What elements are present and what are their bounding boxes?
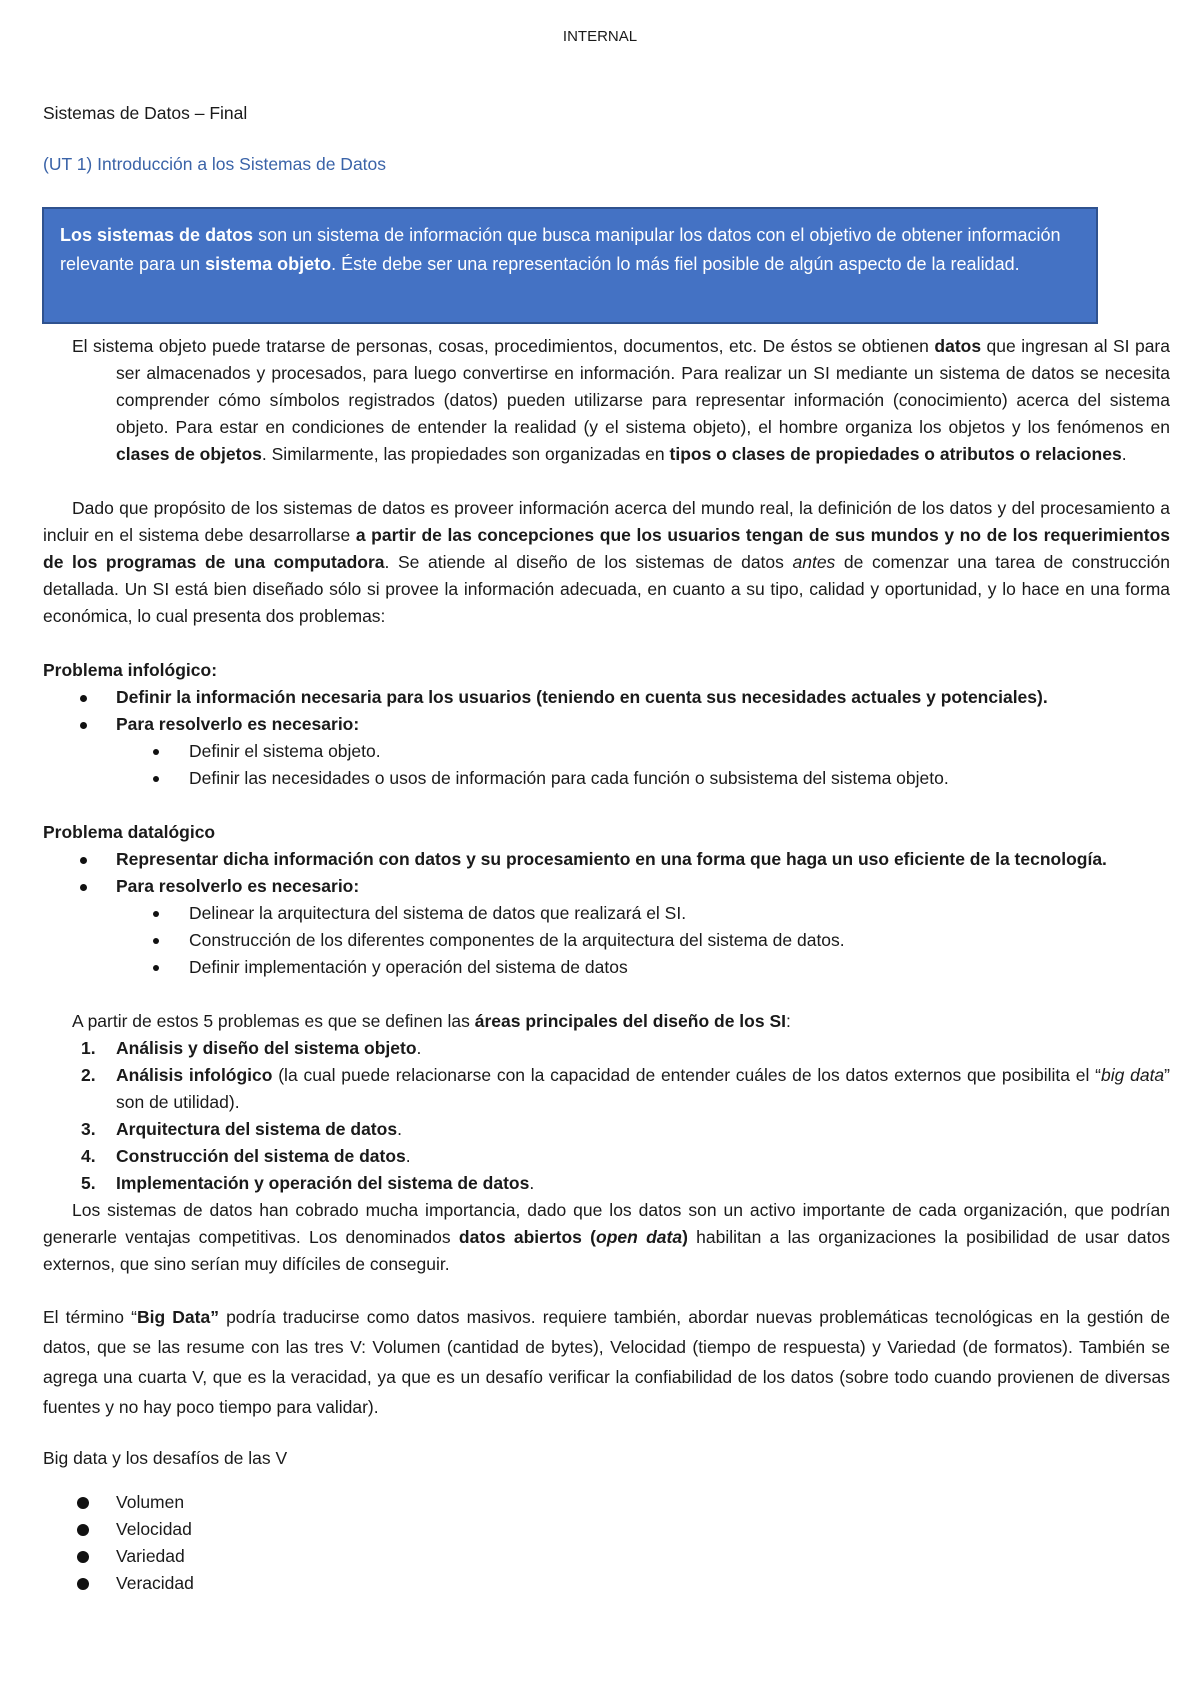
area-number: 3.	[81, 1119, 96, 1139]
p1-text-c: que ingresan al SI para ser almacenados y procesados, para luego convertirse en información. Para realizar un SI mediante un sistema de datos se necesita comprender cómo símbolos registrados (datos) pueden utilizarse para representar información (conocimiento) acerca del sistema objeto. Para estar en condiciones de entender la realidad (y el sistema objeto), el hombre organiza los objetos y los fenómenos en	[116, 336, 1170, 437]
area-end: .	[416, 1038, 422, 1058]
bullet-icon	[73, 711, 93, 738]
p1-bold-datos: datos	[934, 336, 982, 356]
p3-bold-italic: open data	[596, 1227, 683, 1247]
callout-text-1: son un sistema de información que busca manipular los datos con el objetivo de obtener información relevante para un	[60, 225, 1061, 274]
document-title: Sistemas de Datos – Final	[43, 103, 248, 123]
area-number: 5.	[81, 1173, 96, 1193]
p2-text-d: de comenzar una tarea de construcción detallada. Un SI está bien diseñado sólo si provee la información adecuada, en cuanto a su tipo, calidad y oportunidad, y lo hace en una forma económica, lo cual presenta dos problemas:	[43, 552, 1170, 626]
callout-bold-term-2: sistema objeto	[205, 254, 332, 274]
area-label: Construcción del sistema de datos	[116, 1146, 406, 1166]
area-label: Análisis y diseño del sistema objeto	[116, 1038, 417, 1058]
bullet-icon	[146, 765, 166, 792]
area-end: .	[397, 1119, 402, 1139]
vs-title: Big data y los desafíos de las V	[43, 1448, 288, 1468]
document-page: INTERNAL Sistemas de Datos – Final (UT 1) Introducción a los Sistemas de Datos Los sistemas de datos son un sistema de información que busca manipular los datos con el objetivo de obtener información relevante para un sistema objeto. Éste debe ser una representación lo más fiel posible de algún aspecto de la realidad. El sistema objeto puede tratarse de personas, cosas, procedimientos, documentos, etc. De éstos se obtienen datos que ingresan al SI para ser almacenados y procesados, para luego convertirse en información. Para realizar un SI mediante un sistema de datos se necesita comprender cómo símbolos registrados (datos) pueden utilizarse para representar información (conocimiento) acerca del sistema objeto. Para estar en condiciones de entender la realidad (y el sistema objeto), el hombre organiza los objetos y los fenómenos en clases de objetos. Similarmente, las propiedades son organizadas en tipos o clases de propiedades o atributos o relaciones. Dado que propósito de los sistemas de datos es proveer información acerca del mundo real, la definición de los datos y del procesamiento a incluir en el sistema debe desarrollarse a partir de las concepciones que los usuarios tengan de sus mundos y no de los requerimientos de los programas de una computadora. Se atiende al diseño de los sistemas de datos antes de comenzar una tarea de construcción detallada. Un SI está bien diseñado sólo si provee la información adecuada, en cuanto a su tipo, calidad y oportunidad, y lo hace en una forma económica, lo cual presenta dos problemas: Problema infológico: Definir la información necesaria para los usuarios (teniendo en cuenta sus necesidades actuales y potenciales). Para resolverlo es necesario: Definir el sistema objeto. Definir las necesidades o usos de información para cada función o subsistema del sistema objeto. Problema datalógico Representar dicha información con datos y su procesamiento en una forma que haga un uso eficiente de la tecnología. Para resolverlo es necesario: Delinear la arquitectura del sistema de datos que realizará el SI. Construcción de los diferentes componentes de la arquitectura del sistema de datos. Definir implementación y operación del sistema de datos A partir de estos 5 problemas es que se definen las áreas principales del diseño de los SI: 1. Análisis y diseño del sistema objeto. 2. Análisis infológico (la cual puede relacionarse con la capacidad de entender cuáles de los datos externos que posibilita el “big data” son de utilidad). 3. Arquitectura del sistema de datos. 4. Construcción del sistema de datos. 5. Implementación y operación del sistema de datos. Los sistemas de datos han cobrado mucha importancia, dado que los datos son un activo importante de cada organización, que podrían generarle ventajas competitivas. Los denominados datos abiertos (open data) habilitan a las organizaciones la posibilidad de usar datos externos, que sino serían muy difíciles de conseguir. El término “Big Data” podría traducirse como datos masivos. requiere también, abordar nuevas problemáticas tecnológicas en la gestión de datos, que se las resume con las tres V: Volumen (cantidad de bytes), Velocidad (tiempo de respuesta) y Variedad (de formatos). También se agrega una cuarta V, que es la veracidad, ya que es un desafío verificar la confiabilidad de los datos (sobre todo cuando provienen de diversas fuentes y no hay poco tiempo para validar). Big data y los desafíos de las V Volumen Velocidad Variedad Veracidad	[0, 0, 1200, 1696]
callout-bold-term: Los sistemas de datos	[60, 225, 254, 245]
bullet-icon	[73, 1570, 93, 1597]
p2-text-c: . Se atiende al diseño de los sistemas de datos	[384, 552, 793, 572]
p1-bold-tipos: tipos o clases de propiedades o atributos o relaciones	[669, 444, 1122, 464]
paragraph-importancia	[43, 1197, 1170, 1278]
area-end: .	[405, 1146, 411, 1166]
p2-text-a: Dado que propósito de los sistemas de datos es proveer información acerca del mundo real, la definición de los datos y del procesamiento a incluir en el sistema debe desarrollarse	[43, 498, 1170, 545]
bullet-icon	[73, 873, 93, 900]
area-label: Arquitectura del sistema de datos	[116, 1119, 398, 1139]
bullet-icon	[146, 927, 166, 954]
bullet-icon	[73, 1516, 93, 1543]
infologico-title: Problema infológico:	[43, 660, 218, 680]
areas-intro-colon: :	[785, 1011, 791, 1031]
paragraph-big-data	[43, 1302, 1170, 1422]
p1-text-a: El sistema objeto puede tratarse de personas, cosas, procedimientos, documentos, etc. De éstos se obtienen	[72, 336, 935, 356]
bullet-icon	[73, 1489, 93, 1516]
p3-text-c: habilitan a las organizaciones la posibilidad de usar datos externos, que sino serían muy difíciles de conseguir.	[43, 1227, 1170, 1274]
area-label: Análisis infológico	[116, 1065, 273, 1085]
p4-text-c: podría traducirse como datos masivos. requiere también, abordar nuevas problemáticas tecnológicas en la gestión de datos, que se las resume con las tres V: Volumen (cantidad de bytes), Velocidad (tiempo de respuesta) y Variedad (de formatos). También se agrega una cuarta V, que es la veracidad, ya que es un desafío verificar la confiabilidad de los datos (sobre todo cuando provienen de diversas fuentes y no hay poco tiempo para validar).	[43, 1307, 1170, 1417]
bullet-icon	[146, 738, 166, 765]
p3-text-a: Los sistemas de datos han cobrado mucha importancia, dado que los datos son un activo importante de cada organización, que podrían generarle ventajas competitivas. Los denominados	[43, 1200, 1170, 1247]
p3-bold-a: datos abiertos (	[458, 1227, 597, 1247]
areas-intro-text: A partir de estos 5 problemas es que se definen las	[72, 1011, 475, 1031]
paragraph-proposito	[43, 495, 1170, 630]
area-number: 1.	[81, 1038, 96, 1058]
p4-text-a: El término “	[43, 1307, 137, 1327]
area-number: 4.	[81, 1146, 96, 1166]
datalogico-title: Problema datalógico	[43, 822, 216, 842]
p1-bold-clases: clases de objetos	[116, 444, 262, 464]
p2-italic-antes: antes	[792, 552, 836, 572]
bullet-icon	[73, 684, 93, 711]
area-label: Implementación y operación del sistema de datos	[116, 1173, 530, 1193]
p2-bold-concepciones: a partir de las concepciones que los usuarios tengan de sus mundos y no de los requerimientos de los programas de una computadora	[43, 525, 1170, 572]
definition-callout	[42, 207, 1098, 324]
bullet-icon	[146, 954, 166, 981]
area-italic: big data	[1100, 1065, 1165, 1085]
area-text-a: (la cual puede relacionarse con la capacidad de entender cuáles de los datos externos que posibilita el “	[272, 1065, 1101, 1085]
p3-bold-b: )	[682, 1227, 688, 1247]
areas-intro	[43, 1008, 1170, 1035]
area-number: 2.	[81, 1065, 96, 1085]
area-end: .	[529, 1173, 535, 1193]
area-text-b: ” son de utilidad).	[116, 1065, 1170, 1112]
areas-intro-bold: áreas principales del diseño de los SI	[474, 1011, 786, 1031]
section-title: (UT 1) Introducción a los Sistemas de Datos	[43, 154, 387, 174]
p1-text-d: . Similarmente, las propiedades son organizadas en	[261, 444, 670, 464]
bullet-icon	[73, 846, 93, 873]
classification-label: INTERNAL	[562, 28, 638, 45]
bullet-icon	[73, 1543, 93, 1570]
p1-text-e: .	[1121, 444, 1127, 464]
p4-bold: Big Data”	[136, 1307, 219, 1327]
callout-text-2: . Éste debe ser una representación lo más fiel posible de algún aspecto de la realidad.	[331, 254, 1020, 274]
bullet-icon	[146, 900, 166, 927]
paragraph-sistema-objeto	[43, 333, 1170, 468]
